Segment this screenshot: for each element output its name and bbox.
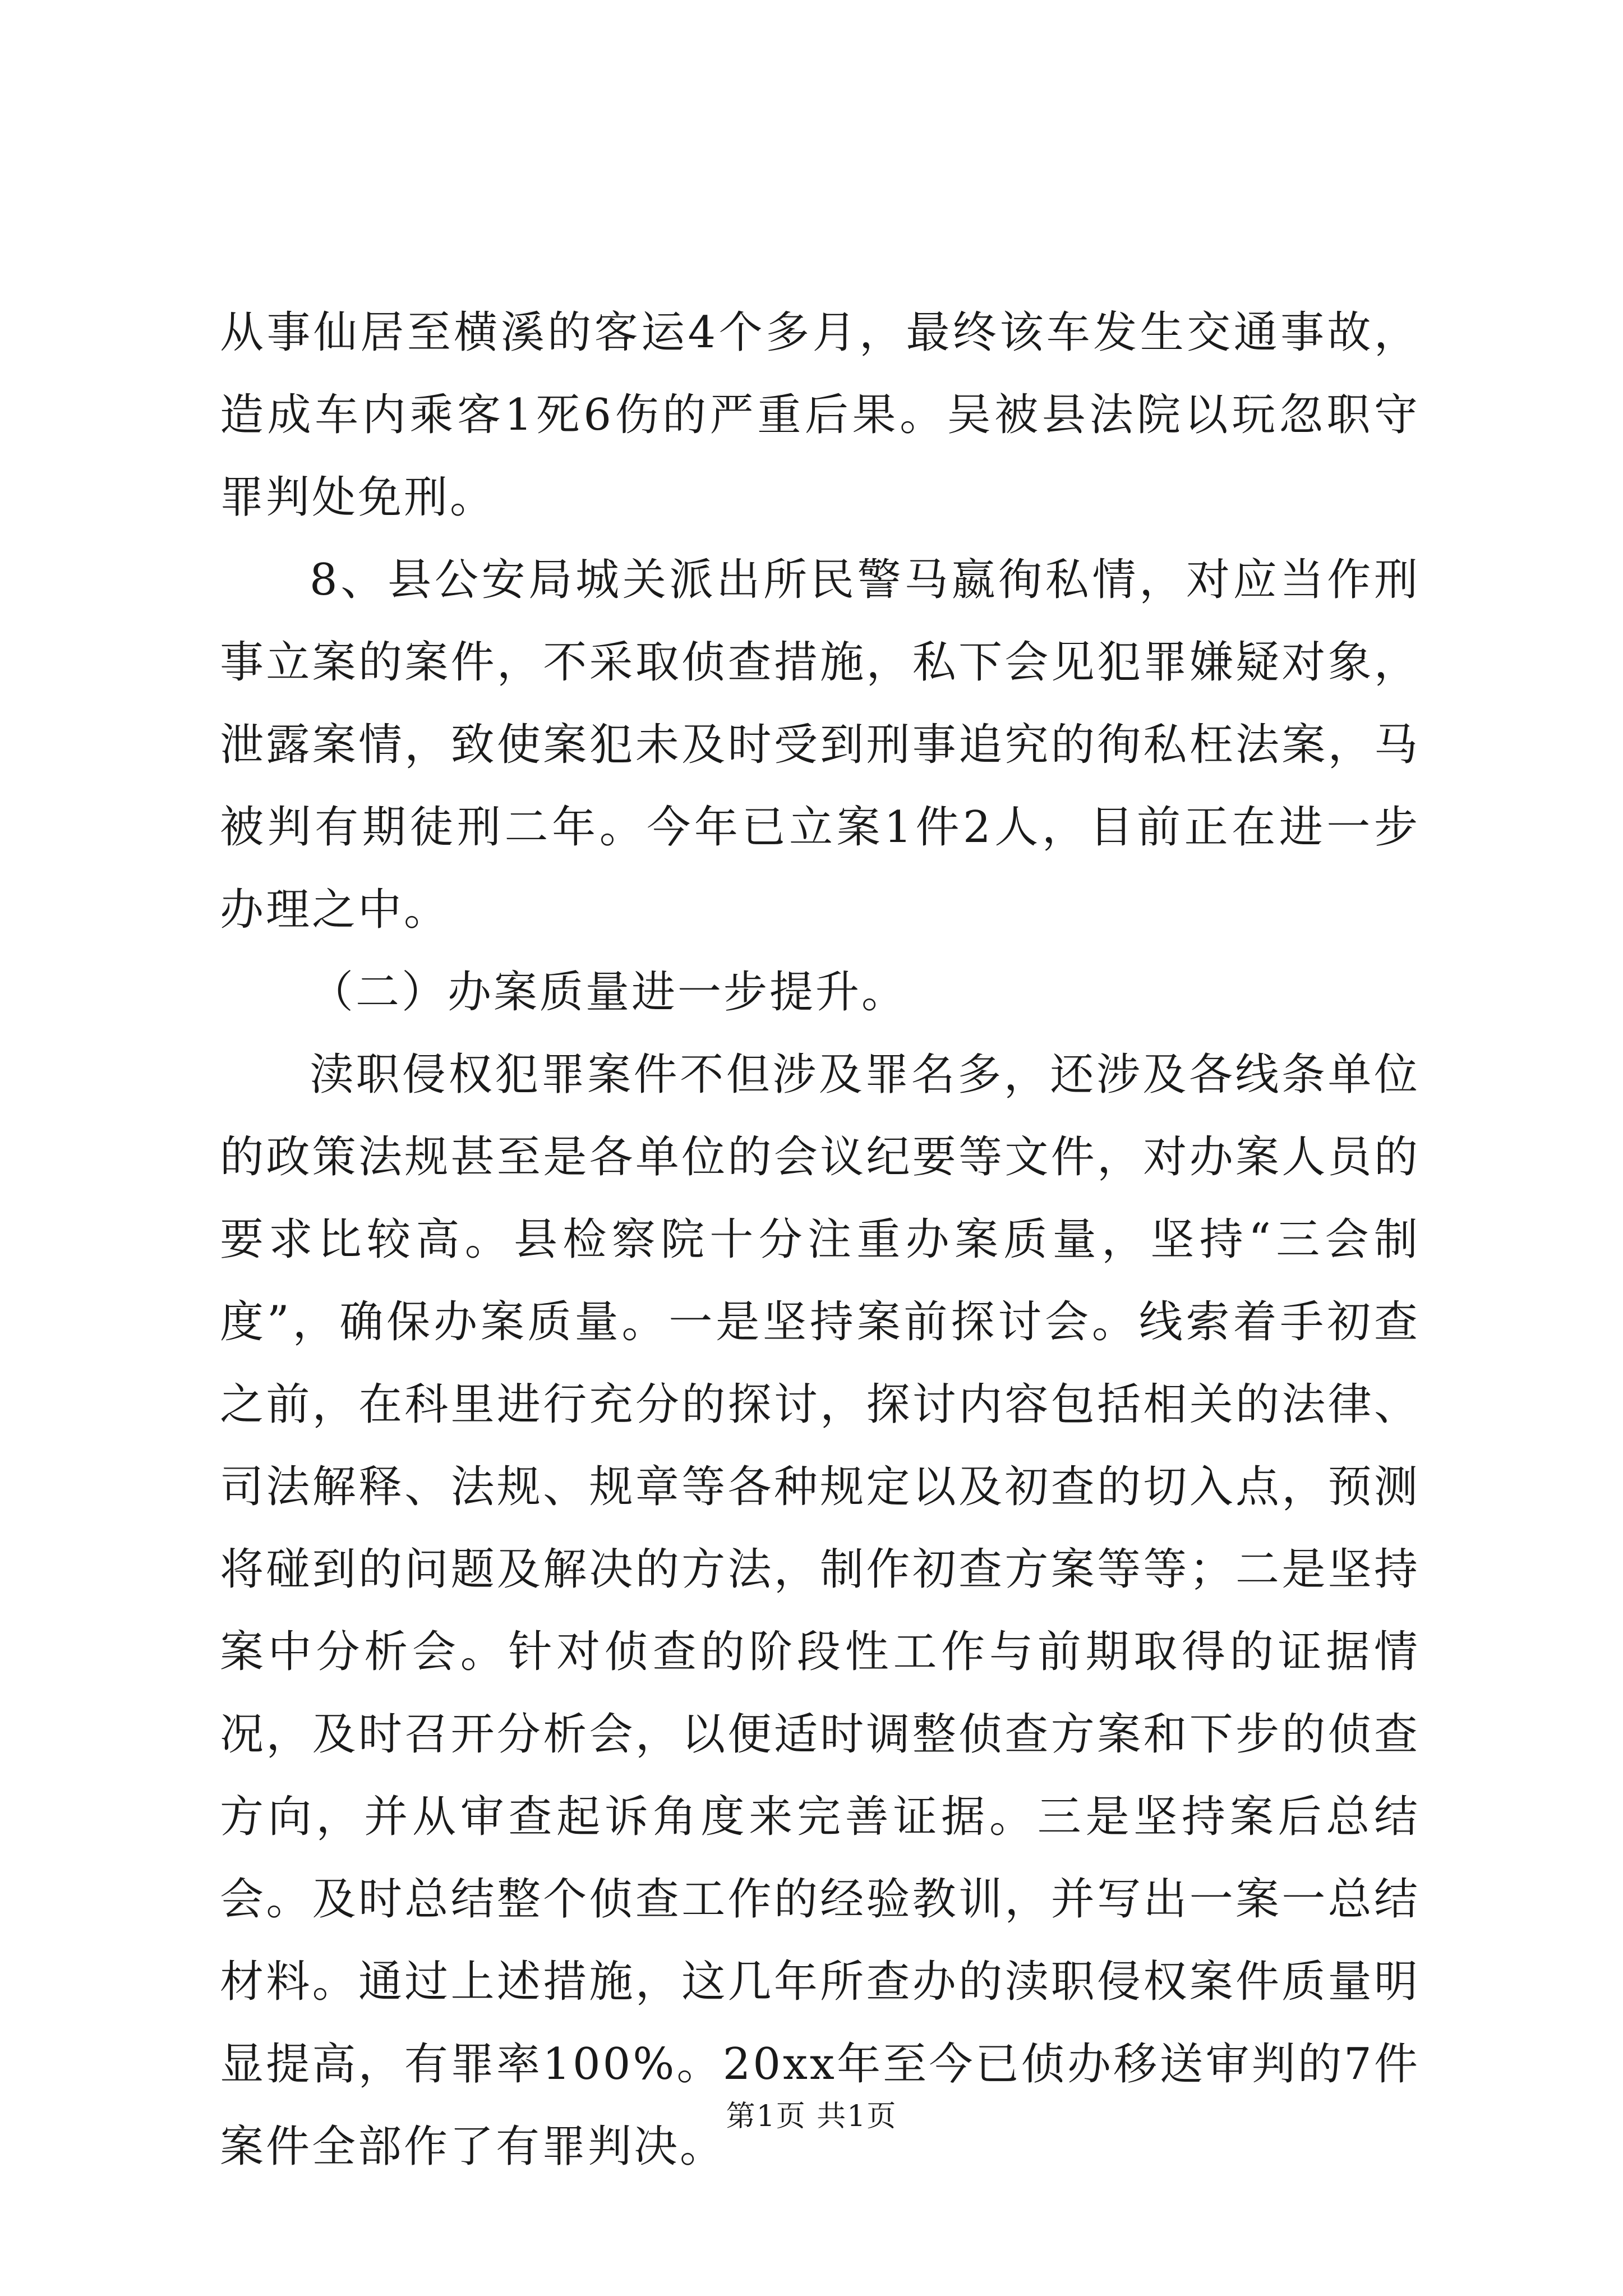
paragraph-case-8: 8、县公安局城关派出所民警马嬴徇私情，对应当作刑事立案的案件，不采取侦查措施，私下会见犯罪嫌疑对象，泄露案情，致使案犯未及时受到刑事追究的徇私枉法案，马被判有期徒刑二年。今年已立案1件2人，目前正在进一步办理之中。 [220, 555, 1420, 935]
section-heading-quality: （二）办案质量进一步提升。 [310, 967, 908, 1018]
paragraph-quality-measures: 渎职侵权犯罪案件不但涉及罪名多，还涉及各线条单位的政策法规甚至是各单位的会议纪要等文件，对办案人员的要求比较高。县检察院十分注重办案质量，坚持“三会制度”，确保办案质量。一是坚持案前探讨会。线索着手初查之前，在科里进行充分的探讨，探讨内容包括相关的法律、司法解释、法规、规章等各种规定以及初查的切入点，预测将碰到的问题及解决的方法，制作初查方案等等；二是坚持案中分析会。针对侦查的阶段性工作与前期取得的证据情况，及时召开分析会，以便适时调整侦查方案和下步的侦查方向，并从审查起诉角度来完善证据。三是坚持案后总结会。及时总结整个侦查工作的经验教训，并写出一案一总结材料。通过上述措施，这几年所查办的渎职侵权案件质量明显提高，有罪率100%。20xx年至今已侦办移送审判的7件案件全部作了有罪判决。 [220, 1050, 1420, 2172]
page-footer: 第1页 共1页 [726, 2100, 897, 2133]
document-body [220, 292, 1420, 2188]
paragraph-case-7-continued: 从事仙居至横溪的客运4个多月，最终该车发生交通事故，造成车内乘客1死6伤的严重后果。吴被县法院以玩忽职守罪判处免刑。 [220, 307, 1420, 523]
